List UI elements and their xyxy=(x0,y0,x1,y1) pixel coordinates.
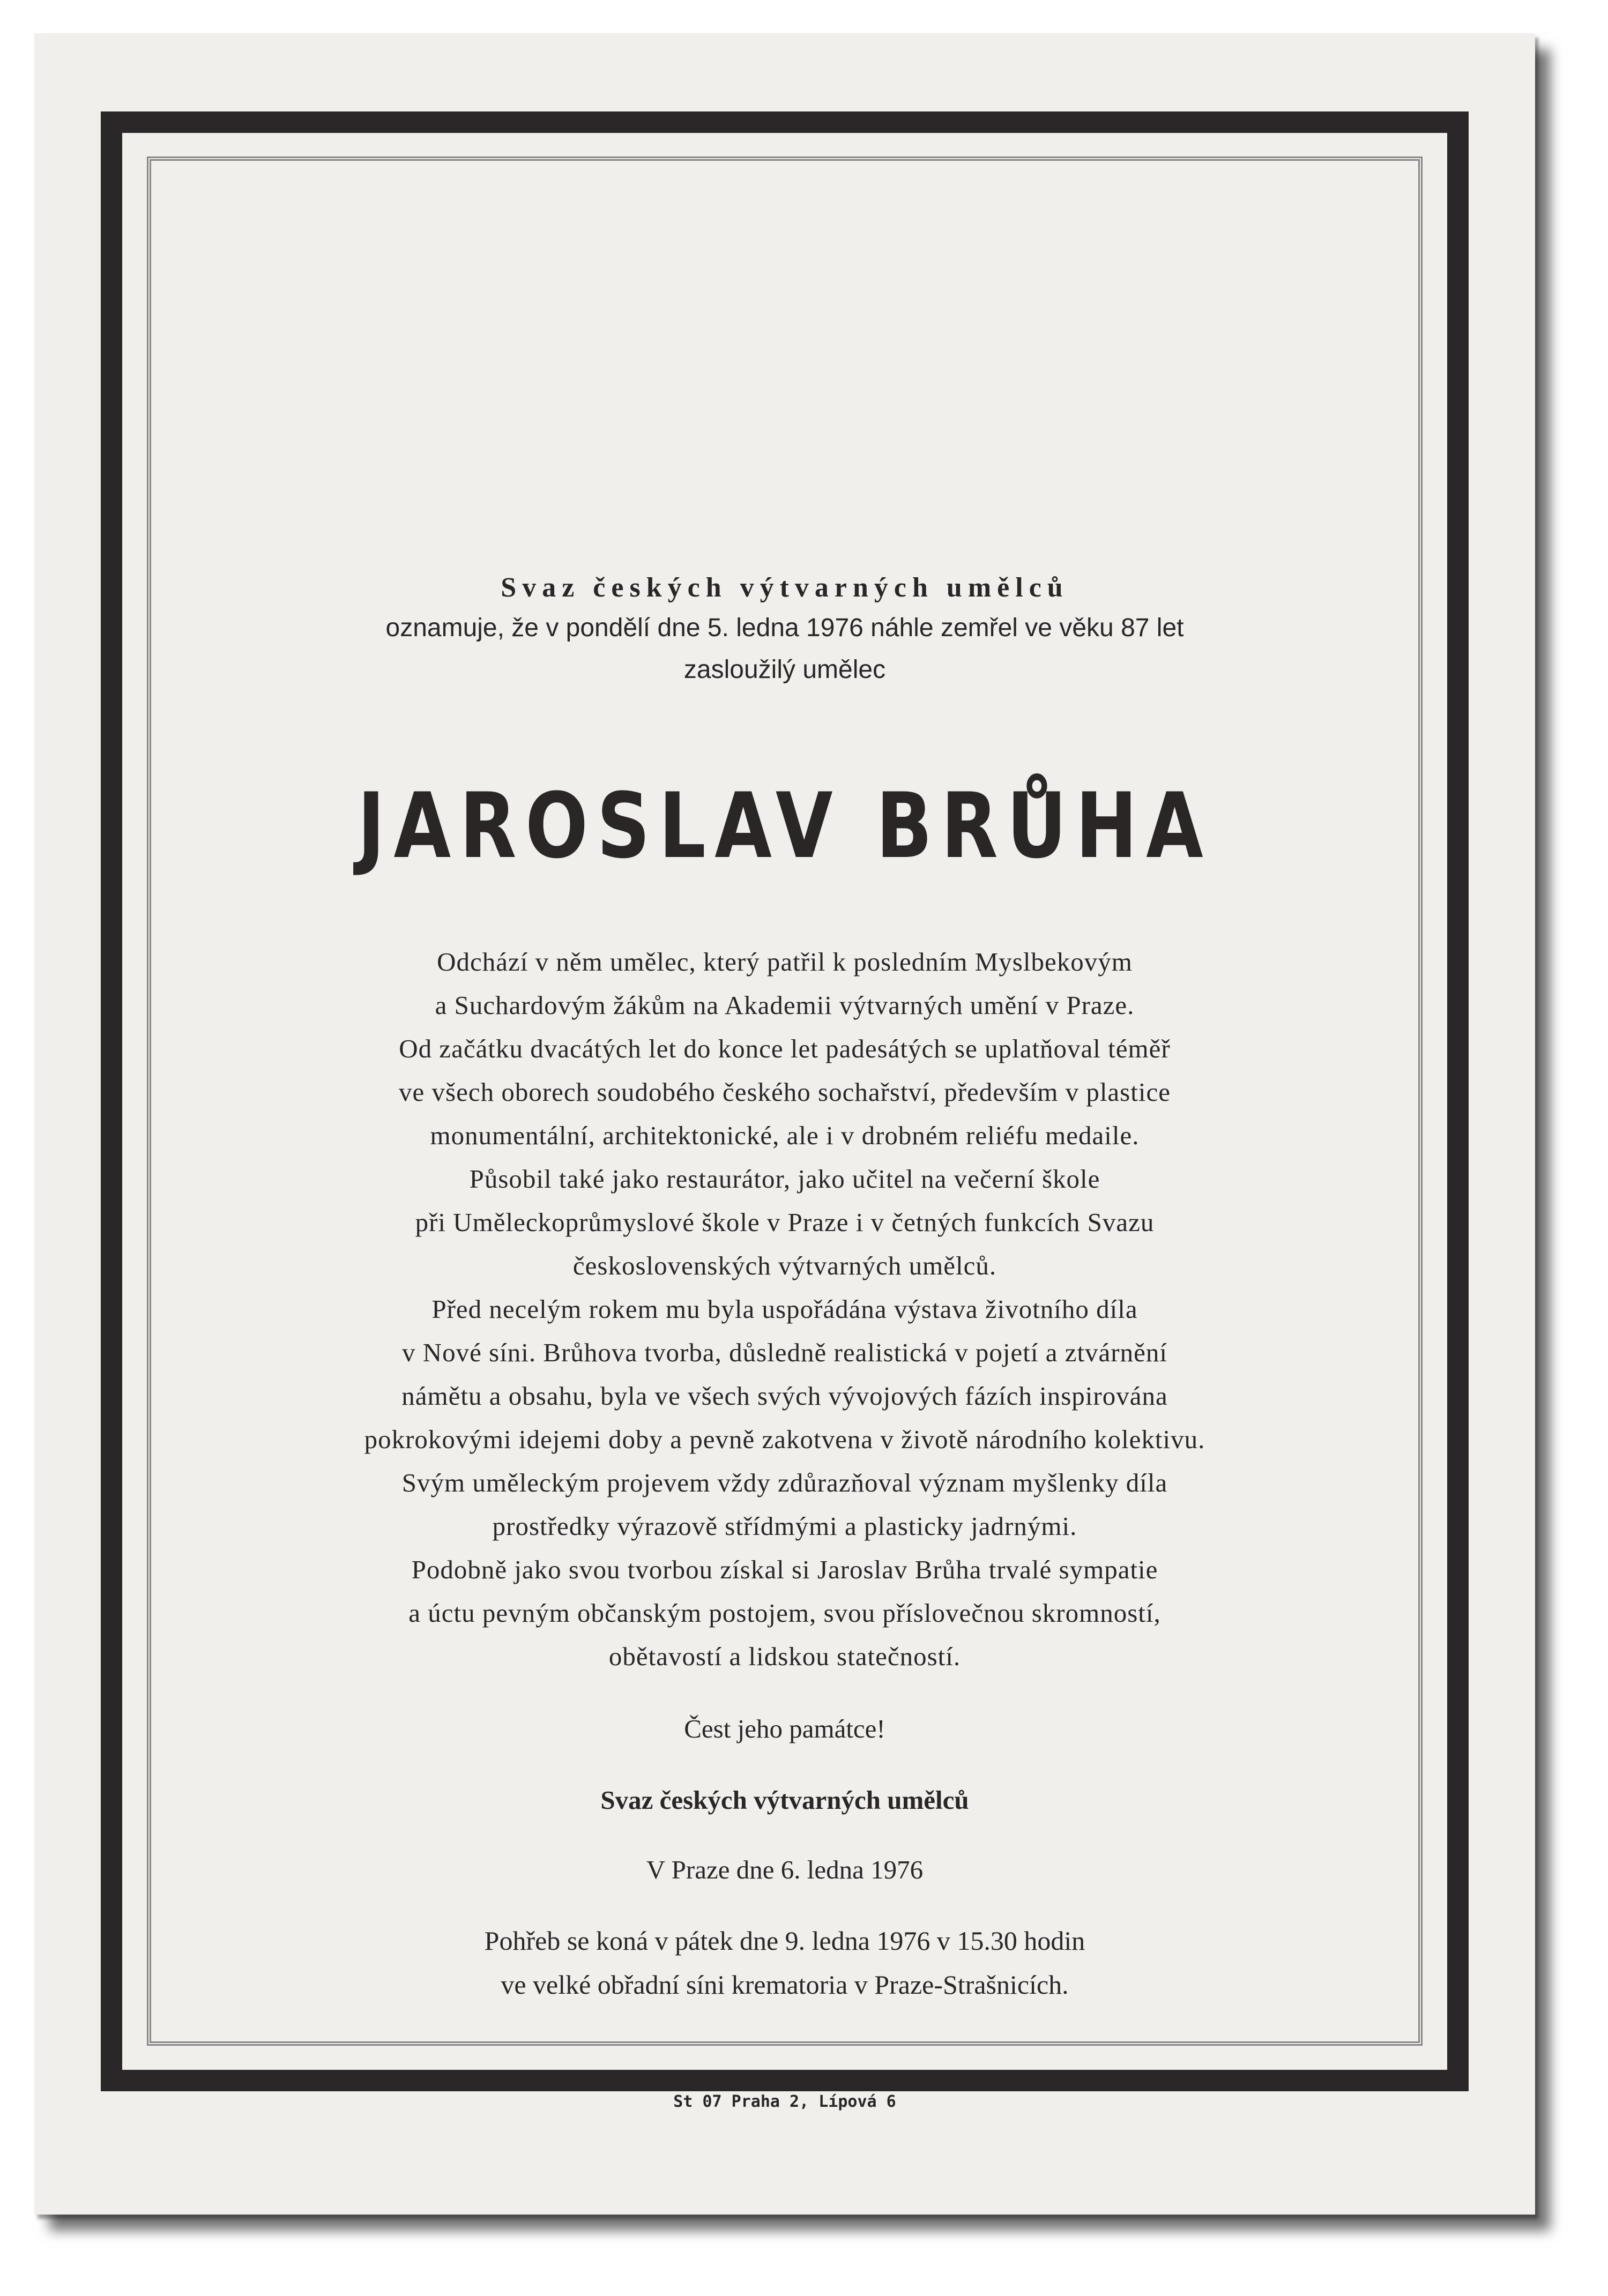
body-line: Před necelým rokem mu byla uspořádána výstava životního díla xyxy=(431,1294,1138,1324)
signature-line: Svaz českých výtvarných umělců xyxy=(600,1785,969,1815)
body-line: při Uměleckoprůmyslové škole v Praze i v četných funkcích Svazu xyxy=(415,1207,1155,1237)
body-line: československých výtvarných umělců. xyxy=(572,1251,997,1280)
body-line: obětavostí a lidskou statečností. xyxy=(608,1642,961,1671)
body-line: v Nové síni. Brůhova tvorba, důsledně realistická v pojetí a ztvárnění xyxy=(401,1338,1167,1367)
body-line: Svým uměleckým projevem vždy zdůrazňoval význam myšlenky díla xyxy=(401,1468,1168,1497)
body-line: Podobně jako svou tvorbou získal si Jaroslav Brůha trvalé sympatie xyxy=(411,1555,1158,1584)
intro-line: zasloužilý umělec xyxy=(683,655,886,684)
body-line: Působil také jako restaurátor, jako učitel na večerní škole xyxy=(469,1164,1100,1194)
body-line: prostředky výrazově střídmými a plasticky jadrnými. xyxy=(492,1511,1077,1541)
body-line: a úctu pevným občanským postojem, svou příslovečnou skromností, xyxy=(408,1598,1161,1628)
body-line: ve všech oborech soudobého českého sochařství, především v plastice xyxy=(399,1077,1171,1107)
honor-line: Čest jeho památce! xyxy=(684,1714,885,1743)
funeral-line: ve velké obřadní síni krematoria v Praze-Strašnicích. xyxy=(501,1970,1069,2000)
body-line: Od začátku dvacátých let do konce let padesátých se uplatňoval téměř xyxy=(399,1034,1171,1063)
obituary-sheet xyxy=(34,33,1535,2215)
body-line: Odchází v něm umělec, který patřil k posledním Myslbekovým xyxy=(437,947,1133,976)
printer-imprint: St 07 Praha 2, Lípová 6 xyxy=(673,2092,896,2111)
intro-line: oznamuje, že v pondělí dne 5. ledna 1976 náhle zemřel ve věku 87 let xyxy=(385,614,1184,642)
funeral-line: Pohřeb se koná v pátek dne 9. ledna 1976 v 15.30 hodin xyxy=(484,1926,1085,1956)
deceased-name: JAROSLAV BRŮHA xyxy=(357,773,1212,878)
org-header: Svaz českých výtvarných umělců xyxy=(501,572,1069,603)
body-line: monumentální, architektonické, ale i v drobném reliéfu medaile. xyxy=(430,1121,1140,1150)
date-place-line: V Praze dne 6. ledna 1976 xyxy=(646,1855,924,1884)
body-line: a Suchardovým žákům na Akademii výtvarných umění v Praze. xyxy=(435,990,1135,1020)
body-line: námětu a obsahu, byla ve všech svých vývojových fázích inspirována xyxy=(401,1381,1168,1411)
body-line: pokrokovými idejemi doby a pevně zakotvena v životě národního kolektivu. xyxy=(364,1425,1205,1454)
